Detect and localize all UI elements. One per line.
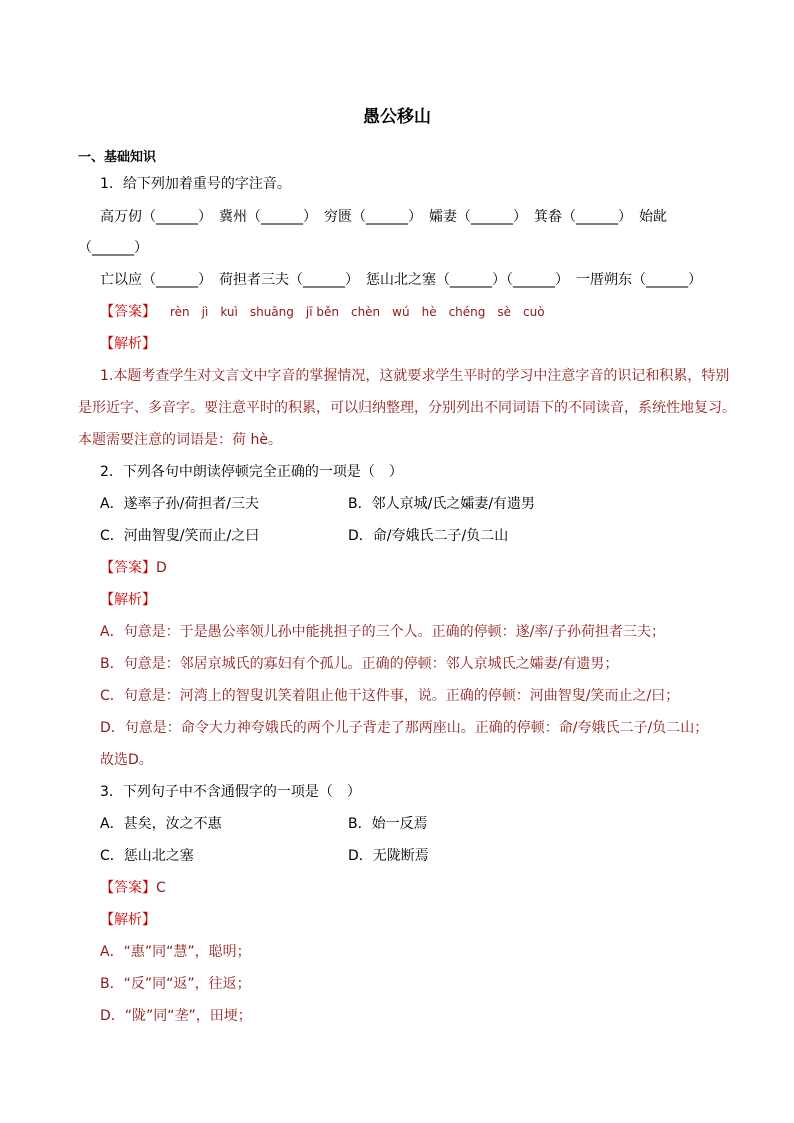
analysis-label: 【解析】 xyxy=(100,336,156,352)
q2-analysis-line: D．句意是：命令大力神夸娥氏的两个儿子背走了那两座山。正确的停顿：命/夸娥氏二子/负二山； xyxy=(100,720,709,736)
q3-analysis-line: D．“陇”同“垄”，田埂； xyxy=(100,1008,252,1024)
q2-answer xyxy=(100,558,167,578)
q1-answer xyxy=(100,302,545,322)
q2-analysis-line: C．句意是：河湾上的智叟讥笑着阻止他干这件事，说。正确的停顿：河曲智叟/笑而止之/曰； xyxy=(100,688,680,704)
section-heading: 一、基础知识 xyxy=(78,150,157,165)
q1-line2: 亡以应（______） 荷担者三夫（______） 惩山北之塞（______）（______） 一厝朔东（______） xyxy=(100,272,702,288)
answer-label: 【答案】 xyxy=(100,880,156,896)
q2-stem: 2．下列各句中朗读停顿完全正确的一项是（ ） xyxy=(100,464,403,480)
q2-analysis-line: 故选D。 xyxy=(100,752,153,768)
q2-option-d: D．命/夸娥氏二子/负二山 xyxy=(348,528,509,544)
answer-label: 【答案】 xyxy=(100,304,156,320)
q3-option-d: D．无陇断焉 xyxy=(348,848,429,864)
q1-line1-wrap: （______） xyxy=(78,240,148,256)
q3-analysis-line: A．“惠”同“慧”，聪明； xyxy=(100,944,251,960)
q2-option-b: B．邻人京城/氏之孀妻/有遗男 xyxy=(348,496,536,512)
q1-line1: 高万仞（______） 冀州（______） 穷匮（______） 孀妻（______） 箕畚（______） 始龀 xyxy=(100,209,667,225)
q2-analysis-line: A．句意是：于是愚公率领儿孙中能挑担子的三个人。正确的停顿：遂/率/子孙荷担者三夫； xyxy=(100,624,666,640)
q3-analysis-line: B．“反”同“返”，往返； xyxy=(100,976,251,992)
q3-stem: 3．下列句子中不含通假字的一项是（ ） xyxy=(100,784,361,800)
q2-analysis-line: B．句意是：邻居京城氏的寡妇有个孤儿。正确的停顿：邻人京城氏之孀妻/有遗男； xyxy=(100,656,619,672)
q3-option-b: B．始一反焉 xyxy=(348,816,428,832)
q3-option-a: A．甚矣，汝之不惠 xyxy=(100,816,222,832)
answer-text: rèn jì kuì shuāng jī běn chèn wú hè chéng sè cuò xyxy=(170,305,545,319)
page-title: 愚公移山 xyxy=(363,107,431,127)
q2-option-a: A．遂率子孙/荷担者/三夫 xyxy=(100,496,260,512)
answer-label: 【答案】 xyxy=(100,560,156,576)
q1-stem: 1．给下列加着重号的字注音。 xyxy=(100,176,291,192)
q3-option-c: C．惩山北之塞 xyxy=(100,848,194,864)
analysis-label: 【解析】 xyxy=(100,592,156,608)
q1-analysis-line: 1.本题考查学生对文言文中字音的掌握情况，这就要求学生平时的学习中注意字音的识记和积累，特别 xyxy=(100,368,730,384)
answer-text: D xyxy=(156,560,167,576)
answer-text: C xyxy=(156,880,166,896)
q3-answer xyxy=(100,878,166,898)
q2-option-c: C．河曲智叟/笑而止/之曰 xyxy=(100,528,260,544)
q1-analysis-line: 本题需要注意的词语是：荷 hè。 xyxy=(78,432,282,448)
q1-analysis-line: 是形近字、多音字。要注意平时的积累，可以归纳整理，分别列出不同词语下的不同读音，系统性地复习。 xyxy=(78,400,736,416)
analysis-label: 【解析】 xyxy=(100,912,156,928)
